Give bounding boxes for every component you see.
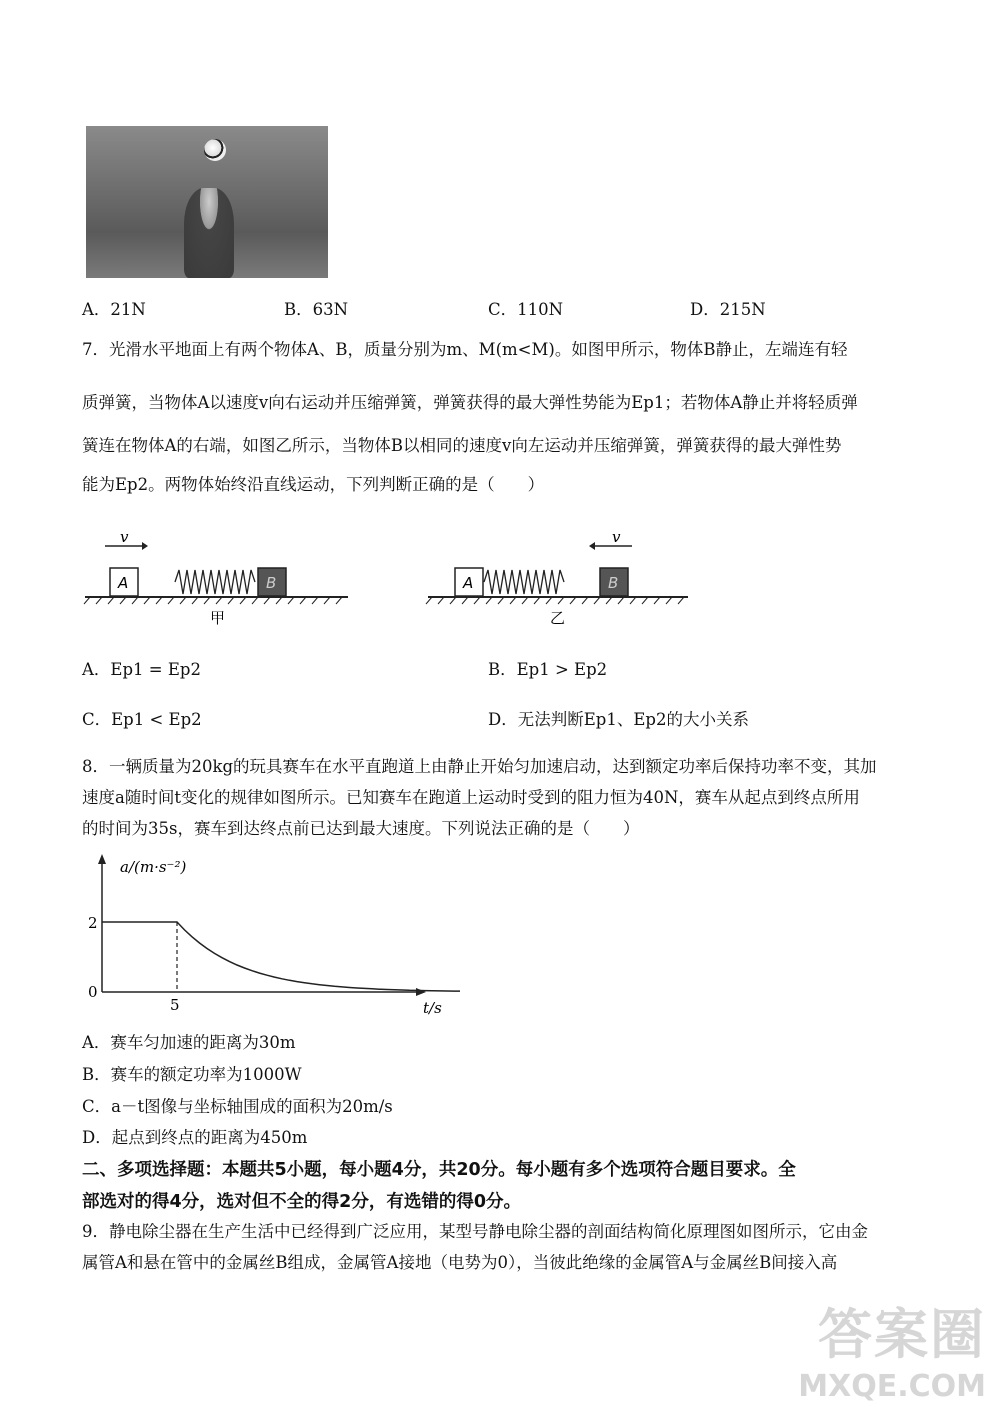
watermark-logo: 答案圈 [818,1303,986,1366]
player-figure [184,188,234,278]
velocity-label-jia: v [120,530,129,546]
q6-option-a: A．21N [82,300,146,319]
y-axis-arrow [98,854,106,864]
series-a-t [102,922,460,992]
y-tick-0: 0 [88,983,98,1001]
soccer-heading-photo [86,126,328,278]
q8-option-d: D．起点到终点的距离为450m [82,1128,308,1147]
q7-option-a: A．Ep1 = Ep2 [82,660,201,679]
figure-yi [426,530,688,627]
q7-line-4: 能为Ep2。两物体始终沿直线运动，下列判断正确的是（ ） [82,475,545,494]
spring-block-figures [80,530,700,630]
watermark [798,1292,986,1404]
q8-option-a: A．赛车匀加速的距离为30m [82,1033,296,1052]
figure-jia [84,530,348,627]
soccer-ball-icon [204,139,226,161]
block-b-label-yi: B [608,574,619,592]
q6-option-c: C．110N [488,300,564,319]
y-axis-label: a/(m·s⁻²) [120,858,187,876]
q6-option-d: D．215N [690,300,766,319]
velocity-label-yi: v [612,530,621,546]
q9-line-1: 9．静电除尘器在生产生活中已经得到广泛应用，某型号静电除尘器的剖面结构简化原理图如图所示，它由金 [82,1222,868,1241]
spring-yi [484,570,564,594]
section2-line-1: 二、多项选择题：本题共5小题，每小题4分，共20分。每小题有多个选项符合题目要求。全 [82,1160,796,1180]
q6-option-b: B．63N [284,300,349,319]
q7-option-c: C．Ep1 < Ep2 [82,710,202,729]
block-b-label-jia: B [266,574,277,592]
x-axis-arrow [416,988,426,996]
x-axis-label: t/s [423,999,442,1017]
q9-line-2: 属管A和悬在管中的金属丝B组成，金属管A接地（电势为0），当彼此绝缘的金属管A与金属丝B间接入高 [82,1253,838,1272]
section2-line-2: 部选对的得4分，选对但不全的得2分，有选错的得0分。 [82,1192,522,1212]
q8-line-3: 的时间为35s，赛车到达终点前已达到最大速度。下列说法正确的是（ ） [82,819,640,838]
figure-jia-label: 甲 [210,609,226,627]
x-tick-5: 5 [170,996,180,1014]
q7-line-1: 7．光滑水平地面上有两个物体A、B，质量分别为m、M(m<M)。如图甲所示，物体B静止，左端连有轻 [82,340,848,359]
spring-jia [175,570,255,594]
figure-yi-label: 乙 [550,609,566,627]
q7-option-b: B．Ep1 > Ep2 [488,660,608,679]
q8-option-c: C．a－t图像与坐标轴围成的面积为20m/s [82,1097,393,1116]
y-tick-2: 2 [88,914,98,932]
q7-option-d: D．无法判断Ep1、Ep2的大小关系 [488,710,749,729]
watermark-site: MXQE.COM [798,1369,986,1404]
q7-line-2: 质弹簧，当物体A以速度v向右运动并压缩弹簧，弹簧获得的最大弹性势能为Ep1；若物体A静止并将轻质弹 [82,393,858,412]
block-a-label-yi: A [463,574,474,592]
q7-line-3: 簧连在物体A的右端，如图乙所示，当物体B以相同的速度v向左运动并压缩弹簧，弹簧获得的最大弹性势 [82,436,842,455]
q8-option-b: B．赛车的额定功率为1000W [82,1065,302,1084]
block-a-label-jia: A [118,574,129,592]
q8-line-2: 速度a随时间t变化的规律如图所示。已知赛车在跑道上运动时受到的阻力恒为40N，赛车从起点到终点所用 [82,788,860,807]
q8-line-1: 8．一辆质量为20kg的玩具赛车在水平直跑道上由静止开始匀加速启动，达到额定功率后保持功率不变，其加 [82,757,877,776]
acceleration-time-chart [80,850,460,1020]
